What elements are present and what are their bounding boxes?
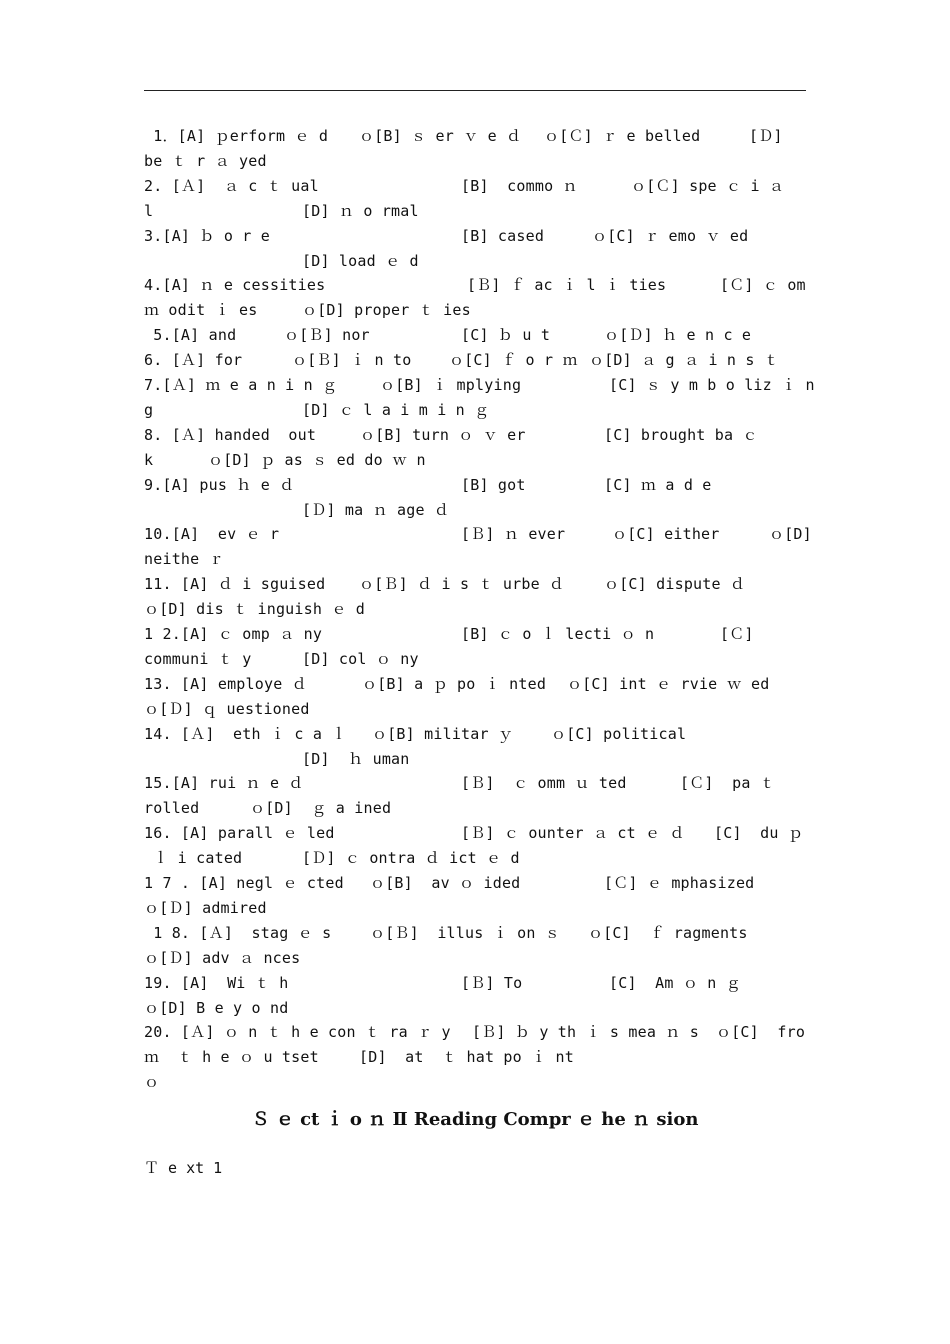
option-text: ｏ[D] proper ｔ ies [302,301,471,320]
option-text: [B] cased [461,226,545,245]
option-text: [Ｂ] ｃ ounter ａ ct ｅ ｄ [461,824,685,843]
option-text: 20. [Ａ] ｏ n ｔ h e con ｔ ra ｒ y [144,1023,451,1042]
option-text: ｍ odit ｉ es [144,301,258,320]
option-text: [D] col ｏ ny [302,649,419,668]
option-text: [Ｂ] ｆ ac ｉ l ｉ ties [467,276,667,295]
option-text: 7.[Ａ] ｍ e a n i n ｇ [144,376,338,394]
option-text: ｏ[C] either [612,525,720,544]
option-line [144,622,806,646]
option-text: 1．[A] ｐerform ｅ d [144,127,329,145]
option-line [144,473,806,497]
option-line [144,796,806,820]
option-line [144,498,806,522]
option-text: 16. [A] parall ｅ led [144,824,335,843]
option-text: ｏ[Ｂ] illus ｉ on ｓ [370,923,561,942]
option-text: 15.[A] rui ｎ e ｄ [144,774,304,793]
option-text: [C] du ｐ [714,824,804,843]
option-text: [Ｃ] ｅ mphasized [604,874,755,892]
option-line [144,199,806,223]
option-text: neithe ｒ [144,550,224,569]
option-line [144,722,806,746]
option-text: [Ｄ] ma ｎ age ｄ [302,500,450,519]
option-line [144,448,806,472]
option-line [144,971,806,995]
option-text: 6. [Ａ] for [144,351,243,370]
option-line [144,821,806,845]
option-line [144,298,806,322]
option-text: [Ｃ] pa ｔ [680,774,776,793]
option-text: ｍ ｔ h e ｏ u tset [144,1048,319,1067]
option-text: [D] ｎ o rmal [302,201,419,220]
option-text: 4.[A] ｎ e cessities [144,276,326,295]
option-text: 1 2.[A] ｃ omp ａ ny [144,625,323,643]
option-text: [D] at ｔ hat po ｉ nt [359,1048,575,1067]
option-text: [Ｂ] ｂ y th ｉ s mea ｎ s [472,1023,699,1042]
header-rule [144,90,806,91]
option-line [144,149,806,173]
option-text: [C] ｂ u t [461,326,551,345]
option-text: [C] ｍ a d e [604,475,712,494]
option-line [144,348,806,372]
option-text: ｏ[Ｃ] spe ｃ i ａ [631,176,785,195]
option-text: [Ｄ] ｃ ontra ｄ ict ｅ d [302,849,520,868]
option-text: ｏ[C] ｆ ragments [588,923,748,942]
option-text: [Ｃ] ｃ om [720,276,806,295]
option-line [144,946,806,970]
option-text: 5.[A] and [144,326,237,345]
option-line [144,323,806,347]
option-text: [Ｄ] [749,127,783,145]
option-line [144,423,806,447]
option-text: 13. [A] employe ｄ [144,674,307,693]
option-text: ｏ[B] militar ｙ [372,724,514,743]
option-text: 9.[A] pus ｈ e ｄ [144,475,295,494]
option-text: 14. [Ａ] eth ｉ c a ｌ [144,724,347,743]
option-line [144,846,806,870]
option-line [144,771,806,795]
option-text: [B] got [461,475,526,494]
option-text: ｏ[Ｂ] ｉ n to [292,351,412,370]
option-text: g [144,400,154,419]
option-text: ｏ[C] political [551,724,687,743]
option-line [144,124,806,148]
option-line [144,996,806,1020]
option-text: [Ｂ] To [461,973,523,992]
option-text: 19. [A] Wi ｔ h [144,973,289,992]
option-text: ｏ[C] dispute ｄ [604,575,746,594]
option-text: ｏ[C] ｆ o r ｍ [449,351,578,370]
option-text: [B] commo ｎ [461,176,578,195]
option-text: [C] brought ba ｃ [604,425,758,444]
option-text: [Ｂ] ｃ omm ｕ ted [461,774,627,793]
option-line [144,1020,806,1044]
option-text: ｏ[B] av ｏ ided [370,874,521,892]
option-text: rolled [144,799,200,818]
option-text: 1 8. [Ａ] stag ｅ s [144,923,332,942]
option-text: 1 7 . [A] negl ｅ cted [144,874,344,892]
option-line [144,896,806,920]
option-line [144,871,806,895]
option-text: [D] ｃ l a i m i n ｇ [302,400,490,419]
option-text: ｏ[Ｄ] adv ａ nces [144,948,301,967]
option-text: ｏ[B] turn ｏ ｖ er [360,425,526,444]
option-line [144,249,806,273]
option-text: 8. [Ａ] handed out [144,425,317,444]
option-text: ｏ[C] int ｅ rvie ｗ ed [567,674,770,693]
option-text: communi ｔ y [144,649,252,668]
option-text: [C] ｓ y m b o liz ｉ n [609,376,815,394]
option-text: [D] ｈ uman [302,749,410,768]
option-text: ｏ[D] B e y o nd [144,998,289,1017]
option-line [144,398,806,422]
option-text: ｏ[D] [769,525,812,544]
option-line [144,373,815,397]
option-line [144,921,806,945]
option-text: 3.[A] ｂ o r e [144,226,270,245]
option-text: ｏ[Ｄ] ｑ uestioned [144,699,310,718]
option-line [144,747,806,771]
option-line [144,672,806,696]
option-text: ｏ[D] ｇ a ined [250,799,392,818]
option-text: 2. [Ａ] ａ c ｔ ual [144,176,319,195]
option-text: ｏ [144,1073,160,1092]
option-text: [C] Am ｏ n ｇ [609,973,741,992]
option-text: 10.[A] ev ｅ r [144,525,280,544]
option-text: ｏ[B] ｓ er ｖ e ｄ [359,127,522,145]
option-line [144,1070,806,1094]
option-text: 11. [A] ｄ i sguised [144,575,326,594]
option-text: ｏ[Ｃ] ｒ e belled [544,127,701,145]
option-text: ｏ[D] ａ g ａ i n s ｔ [589,351,780,370]
option-text: l [144,201,154,220]
option-line [144,572,806,596]
option-line [144,547,806,571]
option-text: [Ｂ] ｎ ever [461,525,566,544]
option-text: ｏ[Ｄ] ｈ e n c e [604,326,752,345]
option-text: [Ｃ] [720,625,754,643]
option-text: [B] ｃ o ｌ lecti ｏ n [461,625,655,643]
option-text: k [144,450,154,469]
option-text: ｏ[C] fro [716,1023,806,1042]
option-line [144,1045,806,1069]
option-text: ｏ[Ｄ] admired [144,898,267,917]
option-text: ｏ[B] a ｐ po ｉ nted [362,674,547,693]
option-line [144,522,812,546]
option-line [144,647,806,671]
option-text: ｏ[D] dis ｔ inguish ｅ d [144,600,365,619]
option-text: ｏ[Ｂ] nor [284,326,370,345]
option-text: ｏ[D] ｐ as ｓ ed do ｗ n [208,450,426,469]
option-line [144,224,806,248]
option-line [144,597,806,621]
option-line [144,273,806,297]
option-text: ｏ[C] ｒ emo ｖ ed [592,226,749,245]
option-text: [D] load ｅ d [302,251,419,270]
option-line [144,697,806,721]
option-text: ｏ[Ｂ] ｄ i s ｔ urbe ｄ [359,575,565,594]
option-text: be ｔ r ａ yed [144,151,267,170]
option-text: ｏ[B] ｉ mplying [380,376,522,394]
section-heading: Ｓ ｅ ct ｉ o ｎ Ⅱ Reading Compr ｅ he ｎ sion [251,1109,699,1130]
option-line [144,174,806,198]
option-text: ｌ i cated [144,849,243,868]
text-label: Ｔ e xt 1 [144,1159,223,1177]
